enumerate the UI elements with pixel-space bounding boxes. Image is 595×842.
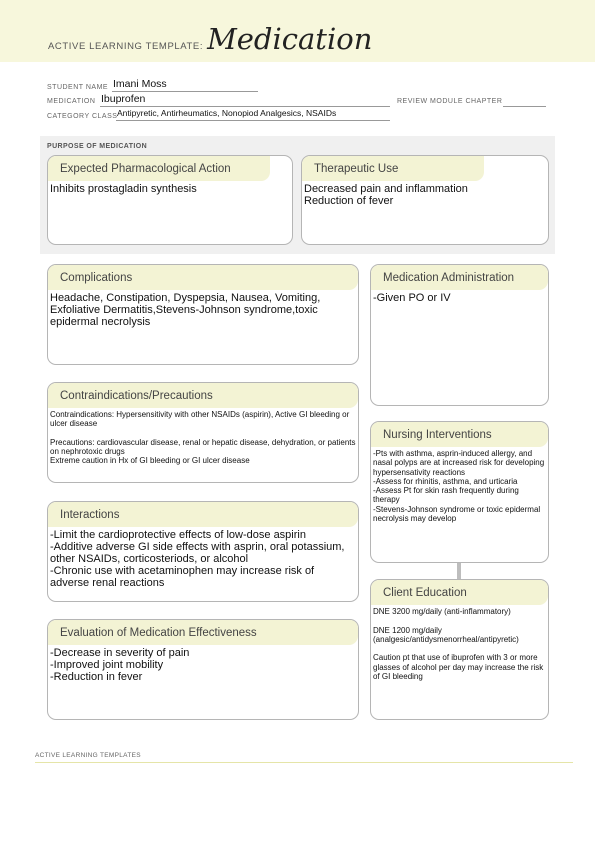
student-name-label: STUDENT NAME <box>47 84 109 91</box>
expected-action-title: Expected Pharmacological Action <box>48 156 270 181</box>
category-class-value[interactable]: Antipyretic, Antirheumatics, Nonopiod Analgesics, NSAIDs <box>117 108 337 118</box>
expected-action-box <box>47 155 293 245</box>
complications-body[interactable]: Headache, Constipation, Dyspepsia, Nausea, Vomiting, Exfoliative Dermatitis,Stevens-Johnson syndrome,toxic epidermal necrolysis <box>50 292 321 328</box>
nursing-interventions-box <box>370 421 549 563</box>
client-education-box <box>370 579 549 720</box>
administration-box <box>370 264 549 406</box>
evaluation-body[interactable]: -Decrease in severity of pain -Improved joint mobility -Reduction in fever <box>50 647 190 683</box>
medication-label: MEDICATION <box>47 98 96 105</box>
administration-title: Medication Administration <box>371 265 548 290</box>
template-prefix: ACTIVE LEARNING TEMPLATE: <box>48 41 204 52</box>
expected-action-body[interactable]: Inhibits prostagladin synthesis <box>50 183 197 195</box>
category-class-label: CATEGORY CLASS <box>47 113 118 120</box>
review-module-line <box>503 106 546 107</box>
nursing-interventions-body[interactable]: -Pts with asthma, asprin-induced allergy, and nasal polyps are at increased risk for developing hypersensativity reactions -Assess for rhinitis, asthma, and urticaria -Assess Pt for skin rash frequently during therapy -Stevens-Johnson syndrome or toxic epidermal necrolysis may develop <box>373 449 545 524</box>
interactions-body[interactable]: -Limit the cardioprotective effects of low-dose aspirin -Additive adverse GI side effects with asprin, oral potassium, other NSAIDs, corticosteriods, or alcohol -Chronic use with acetaminophen may increase risk of adverse renal reactions <box>50 529 345 589</box>
review-module-label: REVIEW MODULE CHAPTER <box>397 98 503 105</box>
template-title: Medication <box>207 22 373 56</box>
evaluation-box <box>47 619 359 720</box>
medication-value[interactable]: Ibuprofen <box>101 93 146 105</box>
connector-bar <box>457 563 461 579</box>
student-name-line <box>112 91 258 92</box>
therapeutic-use-box <box>301 155 549 245</box>
purpose-label: PURPOSE OF MEDICATION <box>47 143 148 150</box>
interactions-title: Interactions <box>48 502 358 527</box>
client-education-body[interactable]: DNE 3200 mg/daily (anti-inflammatory) DNE 1200 mg/daily (analgesic/antidysmenorrheal/antipyretic) Caution pt that use of ibuprofen with 3 or more glasses of alcohol per day may increase the risk of GI bleeding <box>373 607 544 682</box>
complications-title: Complications <box>48 265 358 290</box>
interactions-box <box>47 501 359 602</box>
contraindications-title: Contraindications/Precautions <box>48 383 358 408</box>
client-education-title: Client Education <box>371 580 548 605</box>
contraindications-box <box>47 382 359 483</box>
page-title <box>48 22 372 56</box>
medication-line <box>100 106 390 107</box>
contraindications-body[interactable]: Contraindications: Hypersensitivity with other NSAIDs (aspirin), Active GI bleeding or ulcer disease Precautions: cardiovascular disease, renal or hepatic disease, dehydration, or patients on nephrotoxic drugs Extreme caution in Hx of GI bleeding or GI ulcer disease <box>50 410 356 466</box>
complications-box <box>47 264 359 365</box>
therapeutic-use-body[interactable]: Decreased pain and inflammation Reduction of fever <box>304 183 468 207</box>
footer-line <box>35 762 573 763</box>
administration-body[interactable]: -Given PO or IV <box>373 292 451 304</box>
therapeutic-use-title: Therapeutic Use <box>302 156 484 181</box>
evaluation-title: Evaluation of Medication Effectiveness <box>48 620 358 645</box>
nursing-interventions-title: Nursing Interventions <box>371 422 548 447</box>
footer-label: ACTIVE LEARNING TEMPLATES <box>35 752 141 759</box>
category-class-line <box>116 120 390 121</box>
student-name-value[interactable]: Imani Moss <box>113 78 167 90</box>
